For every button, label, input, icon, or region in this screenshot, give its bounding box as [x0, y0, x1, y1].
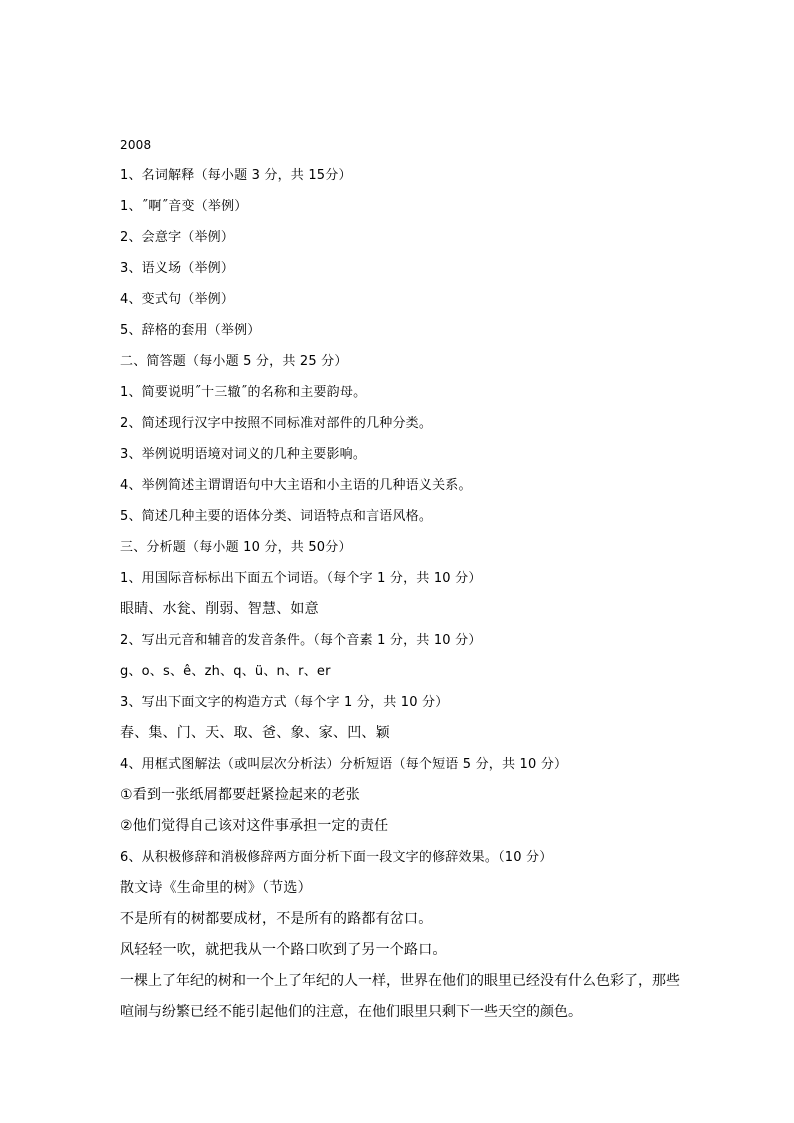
excerpt-title: 散文诗《生命里的树》（节选）: [120, 880, 312, 896]
question-3-4-phrase-2: ②他们觉得自己该对这件事承担一定的责任: [120, 818, 389, 834]
question-1-5: 5、辞格的套用（举例）: [120, 323, 261, 338]
excerpt-paragraph: 一棵上了年纪的树和一个上了年纪的人一样，世界在他们的眼里已经没有什么色彩了，那些喧闹与纷繁已经不能引起他们的注意，在他们眼里只剩下一些天空的颜色。: [120, 973, 680, 1020]
question-3-6: 6、从积极修辞和消极修辞两方面分析下面一段文字的修辞效果。（10 分）: [120, 850, 553, 865]
question-2-1: 1、简要说明˝十三辙˝的名称和主要韵母。: [120, 385, 367, 400]
question-1-1: 1、˝啊˝音变（举例）: [120, 199, 248, 214]
question-1-3: 3、语义场（举例）: [120, 261, 235, 276]
question-2-5: 5、简述几种主要的语体分类、词语特点和言语风格。: [120, 509, 433, 524]
question-3-3: 3、写出下面文字的构造方式（每个字 1 分，共 10 分）: [120, 695, 449, 710]
question-3-4: 4、用框式图解法（或叫层次分析法）分析短语（每个短语 5 分，共 10 分）: [120, 757, 568, 772]
question-2-2: 2、简述现行汉字中按照不同标准对部件的几种分类。: [120, 416, 433, 431]
question-1-4: 4、变式句（举例）: [120, 292, 235, 307]
question-3-4-phrase-1: ①看到一张纸屑都要赶紧捡起来的老张: [120, 787, 360, 803]
question-3-3-characters: 春、集、门、天、取、爸、象、家、凹、颖: [120, 725, 390, 741]
excerpt-line-2: 风轻轻一吹，就把我从一个路口吹到了另一个路口。: [120, 942, 447, 958]
document-year: 2008: [120, 138, 152, 152]
question-3-1: 1、用国际音标标出下面五个词语。（每个字 1 分，共 10 分）: [120, 571, 482, 586]
excerpt-line-1: 不是所有的树都要成材，不是所有的路都有岔口。: [120, 911, 433, 927]
section-2-heading: 二、简答题（每小题 5 分，共 25 分）: [120, 354, 348, 369]
question-2-4: 4、举例简述主谓谓语句中大主语和小主语的几种语义关系。: [120, 478, 472, 493]
question-3-1-words: 眼睛、水瓮、削弱、智慧、如意: [120, 601, 319, 617]
question-2-3: 3、举例说明语境对词义的几种主要影响。: [120, 447, 367, 462]
question-3-2-phonemes: g、o、s、ê、zh、q、ü、n、r、er: [120, 664, 331, 679]
section-3-heading: 三、分析题（每小题 10 分，共 50分）: [120, 540, 352, 555]
question-1-2: 2、会意字（举例）: [120, 230, 235, 245]
section-1-heading: 1、名词解释（每小题 3 分，共 15分）: [120, 168, 352, 183]
document-content: [120, 130, 680, 1028]
question-3-2: 2、写出元音和辅音的发音条件。（每个音素 1 分，共 10 分）: [120, 633, 482, 648]
